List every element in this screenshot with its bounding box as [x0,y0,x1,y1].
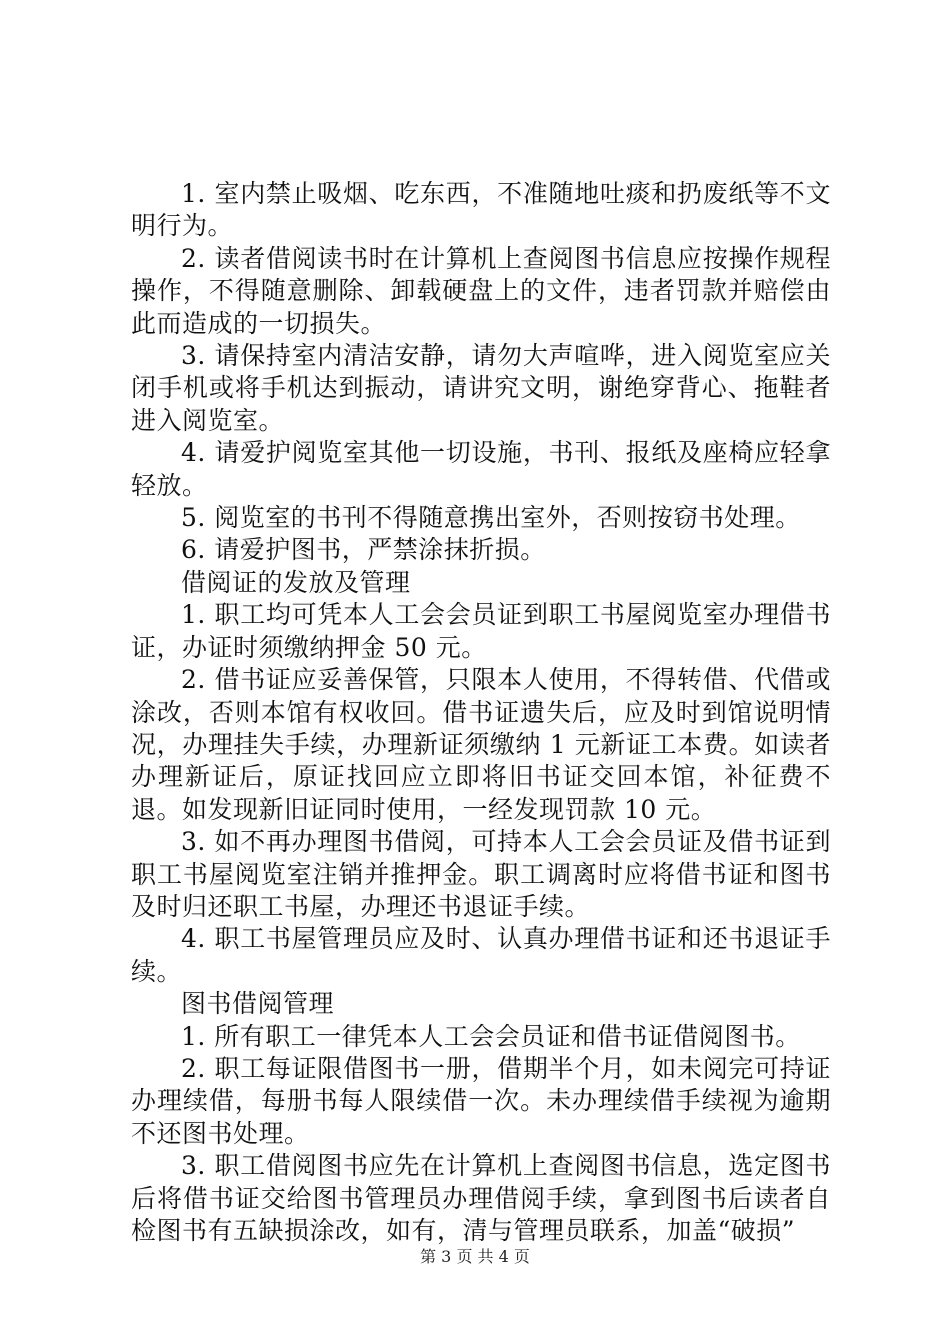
document-body [131,178,831,1247]
rule-paragraph: 6. 请爱护图书，严禁涂抹折损。 [181,535,546,565]
section-heading: 借阅证的发放及管理 [181,567,411,597]
rule-paragraph: 1. 所有职工一律凭本人工会会员证和借书证借阅图书。 [181,1021,801,1051]
rule-paragraph: 2. 借书证应妥善保管，只限本人使用，不得转借、代借或涂改，否则本馆有权收回。借书证遗失后，应及时到馆说明情况，办理挂失手续，办理新证须缴纳 1 元新证工本费。如读者办理新证后，原证找回应立即将旧书证交回本馆，补征费不退。如发现新旧证同时使用，一经发现罚款 10 元。 [131,665,831,824]
rule-paragraph: 4. 请爱护阅览室其他一切设施，书刊、报纸及座椅应轻拿轻放。 [131,438,831,500]
page-number-footer: 第 3 页 共 4 页 [420,1247,530,1266]
section-heading: 图书借阅管理 [181,989,335,1019]
rule-paragraph: 3. 请保持室内清洁安静，请勿大声喧哗，进入阅览室应关闭手机或将手机达到振动，请讲究文明，谢绝穿背心、拖鞋者进入阅览室。 [131,341,831,435]
rule-paragraph: 1. 室内禁止吸烟、吃东西，不准随地吐痰和扔废纸等不文明行为。 [131,179,831,241]
rule-paragraph: 5. 阅览室的书刊不得随意携出室外，否则按窃书处理。 [181,503,801,533]
rule-paragraph: 3. 如不再办理图书借阅，可持本人工会会员证及借书证到职工书屋阅览室注销并推押金。职工调离时应将借书证和图书及时归还职工书屋，办理还书退证手续。 [131,827,831,921]
rule-paragraph: 2. 职工每证限借图书一册，借期半个月，如未阅完可持证办理续借，每册书每人限续借一次。未办理续借手续视为逾期不还图书处理。 [131,1053,831,1148]
rule-paragraph: 4. 职工书屋管理员应及时、认真办理借书证和还书退证手续。 [131,924,831,986]
rule-paragraph: 3. 职工借阅图书应先在计算机上查阅图书信息，选定图书后将借书证交给图书管理员办理借阅手续，拿到图书后读者自检图书有五缺损涂改，如有，清与管理员联系，加盖“破损” [131,1151,831,1245]
rule-paragraph: 2. 读者借阅读书时在计算机上查阅图书信息应按操作规程操作，不得随意删除、卸载硬盘上的文件，违者罚款并赔偿由此而造成的一切损失。 [131,243,831,338]
rule-paragraph: 1. 职工均可凭本人工会会员证到职工书屋阅览室办理借书证，办证时须缴纳押金 50 元。 [131,600,831,662]
